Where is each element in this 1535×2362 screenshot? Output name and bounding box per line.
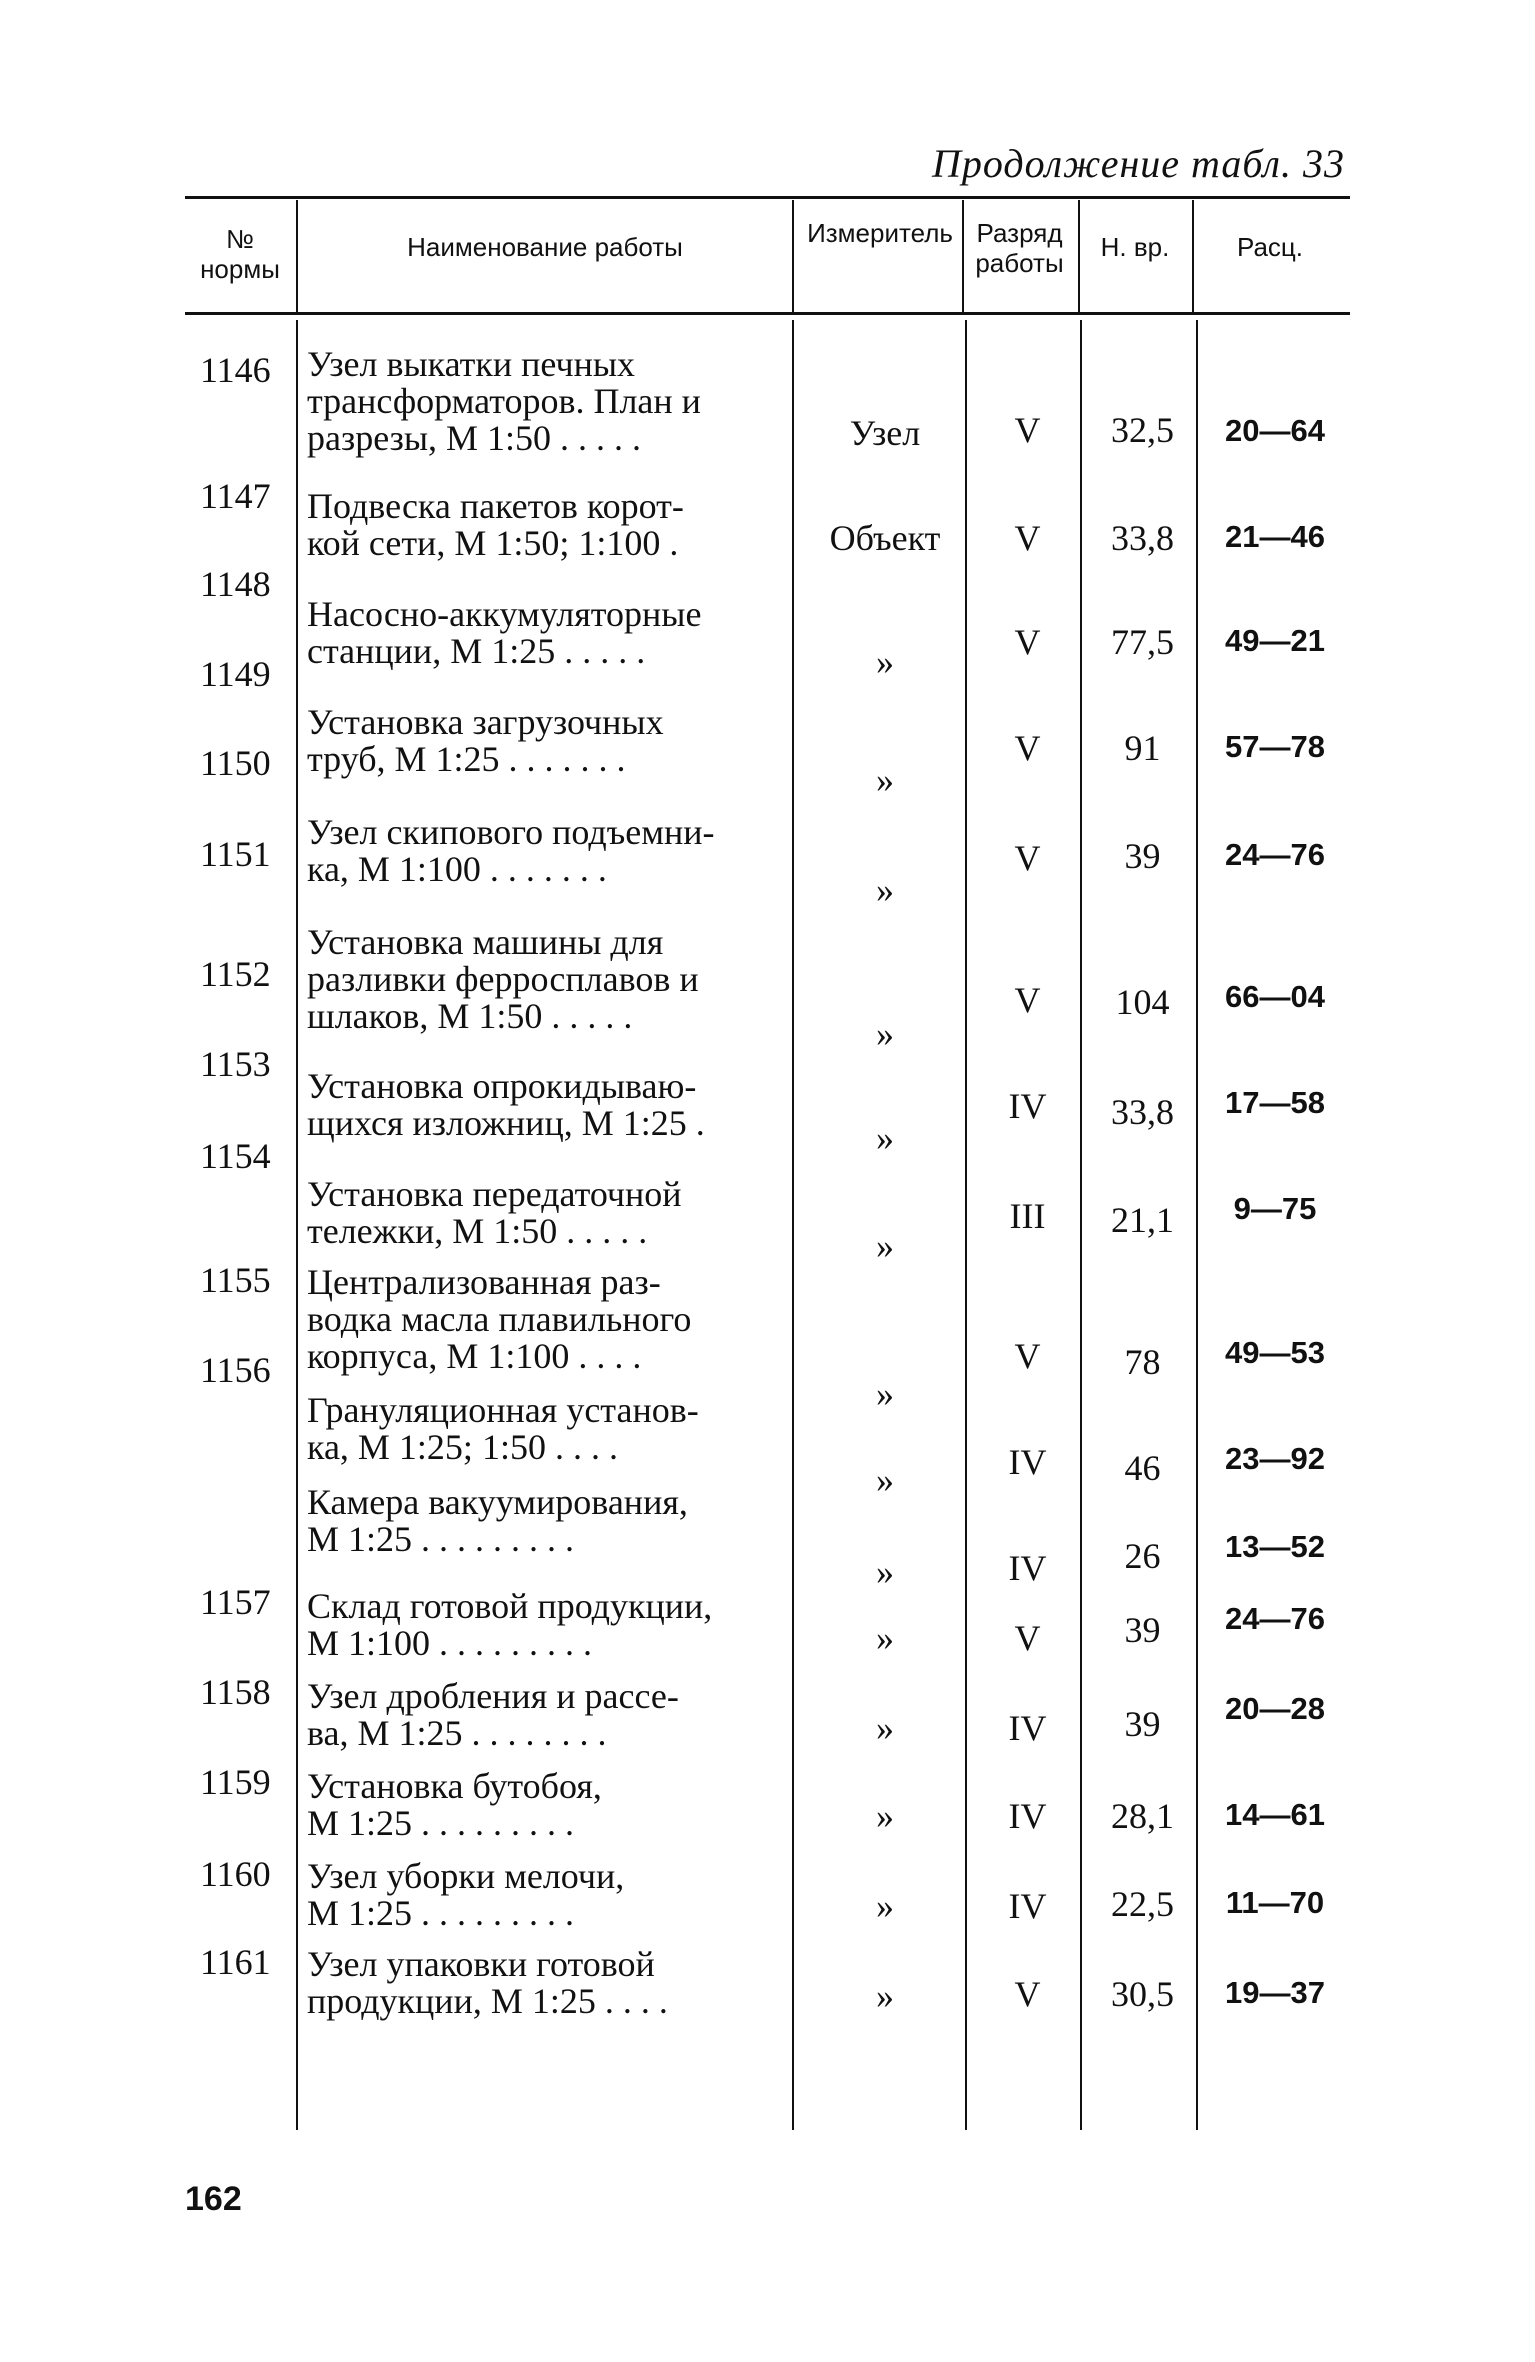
row-unit: »: [876, 760, 894, 800]
header-divider: [296, 200, 298, 312]
row-name: [307, 1946, 777, 2020]
row-hours: 39: [1124, 1610, 1161, 1650]
row-hours: 104: [1115, 982, 1170, 1022]
header-bottom-rule: [185, 312, 1350, 315]
column-divider: [965, 320, 967, 2130]
row-hours: 22,5: [1111, 1884, 1174, 1924]
row-grade: IV: [1008, 1086, 1047, 1126]
row-hours: 39: [1124, 836, 1161, 876]
row-number: 1149: [200, 654, 271, 694]
row-grade: III: [1009, 1196, 1046, 1236]
row-number: 1161: [200, 1942, 271, 1982]
row-name-line: кой сети, М 1:50; 1:100 .: [307, 523, 679, 563]
row-price: 49—53: [1225, 1335, 1325, 1370]
row-grade: V: [1014, 1974, 1041, 2014]
row-name-line: М 1:100 . . . . . . . . .: [307, 1623, 593, 1663]
row-grade: V: [1014, 410, 1041, 450]
row-price: 9—75: [1233, 1191, 1317, 1226]
row-name: [307, 924, 777, 1035]
row-unit: »: [876, 1976, 894, 2016]
row-name-line: трансформаторов. План и: [307, 381, 701, 421]
row-name-line: М 1:25 . . . . . . . . .: [307, 1519, 575, 1559]
row-unit: »: [876, 1118, 894, 1158]
row-name-line: ка, М 1:100 . . . . . . .: [307, 849, 607, 889]
row-name-line: ва, М 1:25 . . . . . . . .: [307, 1713, 607, 1753]
row-name: [307, 1068, 777, 1142]
row-price: 24—76: [1225, 1601, 1325, 1636]
row-hours: 32,5: [1111, 410, 1174, 450]
row-name-line: Склад готовой продукции,: [307, 1586, 713, 1626]
row-number: 1157: [200, 1582, 271, 1622]
header-hours: Н. вр.: [1100, 232, 1170, 262]
row-name-line: труб, М 1:25 . . . . . . .: [307, 739, 626, 779]
header-divider: [962, 200, 964, 312]
row-name-line: Подвеска пакетов корот-: [307, 486, 684, 526]
row-name-line: Установка опрокидываю-: [307, 1066, 697, 1106]
header-divider: [1078, 200, 1080, 312]
row-hours: 33,8: [1111, 1092, 1174, 1132]
row-name-line: Грануляционная установ-: [307, 1390, 699, 1430]
row-name-line: Насосно-аккумуляторные: [307, 594, 702, 634]
row-grade: IV: [1008, 1708, 1047, 1748]
row-name-line: разрезы, М 1:50 . . . . .: [307, 418, 642, 458]
row-name-line: Узел дробления и рассе-: [307, 1676, 679, 1716]
row-number: 1156: [200, 1350, 271, 1390]
header-number: № нормы: [200, 224, 280, 284]
row-name: [307, 1588, 777, 1662]
row-price: 57—78: [1225, 729, 1325, 764]
row-price: 24—76: [1225, 837, 1325, 872]
row-grade: IV: [1008, 1796, 1047, 1836]
row-name: [307, 1484, 777, 1558]
header-top-rule: [185, 196, 1350, 199]
row-name: [307, 346, 777, 457]
row-number: 1148: [200, 564, 271, 604]
row-name: [307, 1264, 777, 1375]
row-price: 13—52: [1225, 1529, 1325, 1564]
header-name: Наименование работы: [407, 232, 683, 262]
row-name-line: корпуса, М 1:100 . . . .: [307, 1336, 642, 1376]
row-name: [307, 704, 777, 778]
row-unit: »: [876, 642, 894, 682]
row-price: 11—70: [1225, 1885, 1325, 1920]
row-name-line: Камера вакуумирования,: [307, 1482, 688, 1522]
row-number: 1153: [200, 1044, 271, 1084]
row-name: [307, 1858, 777, 1932]
header-divider: [792, 200, 794, 312]
row-name-line: шлаков, М 1:50 . . . . .: [307, 996, 633, 1036]
row-number: 1152: [200, 954, 271, 994]
row-name-line: продукции, М 1:25 . . . .: [307, 1981, 668, 2021]
row-name: [307, 1768, 777, 1842]
row-hours: 30,5: [1111, 1974, 1174, 2014]
row-price: 23—92: [1225, 1441, 1325, 1476]
row-name-line: Централизованная раз-: [307, 1262, 661, 1302]
row-price: 49—21: [1225, 623, 1325, 658]
header-unit: Измеритель: [807, 218, 953, 248]
row-unit: »: [876, 1796, 894, 1836]
row-unit: »: [876, 1886, 894, 1926]
row-name: [307, 1176, 777, 1250]
row-grade: V: [1014, 518, 1041, 558]
row-name-line: Узел скипового подъемни-: [307, 812, 715, 852]
row-name: [307, 814, 777, 888]
row-name-line: М 1:25 . . . . . . . . .: [307, 1893, 575, 1933]
row-unit: Узел: [849, 413, 921, 453]
row-unit: »: [876, 1460, 894, 1500]
header-price: Расц.: [1236, 232, 1304, 262]
row-number: 1159: [200, 1762, 271, 1802]
row-grade: V: [1014, 1336, 1041, 1376]
row-hours: 28,1: [1111, 1796, 1174, 1836]
row-hours: 39: [1124, 1704, 1161, 1744]
row-hours: 78: [1124, 1342, 1161, 1382]
row-number: 1158: [200, 1672, 271, 1712]
row-name-line: станции, М 1:25 . . . . .: [307, 631, 646, 671]
row-name: [307, 1392, 777, 1466]
row-name-line: Установка бутобоя,: [307, 1766, 602, 1806]
row-number: 1160: [200, 1854, 271, 1894]
row-name-line: Установка машины для: [307, 922, 664, 962]
row-unit: »: [876, 1374, 894, 1414]
row-grade: V: [1014, 838, 1041, 878]
row-grade: V: [1014, 980, 1041, 1020]
row-hours: 21,1: [1111, 1200, 1174, 1240]
row-unit: »: [876, 1226, 894, 1266]
row-name-line: Установка передаточной: [307, 1174, 682, 1214]
row-name-line: Узел уборки мелочи,: [307, 1856, 625, 1896]
row-grade: IV: [1008, 1886, 1047, 1926]
row-grade: IV: [1008, 1442, 1047, 1482]
header-grade: Разряд работы: [975, 218, 1064, 278]
row-number: 1150: [200, 743, 271, 783]
row-price: 20—28: [1225, 1691, 1325, 1726]
row-hours: 46: [1124, 1448, 1161, 1488]
row-price: 17—58: [1225, 1085, 1325, 1120]
page-number: 162: [185, 2180, 242, 2218]
row-name-line: Узел упаковки готовой: [307, 1944, 655, 1984]
row-grade: V: [1014, 622, 1041, 662]
row-price: 14—61: [1225, 1797, 1325, 1832]
column-divider: [296, 320, 298, 2130]
row-name-line: водка масла плавильного: [307, 1299, 692, 1339]
row-name-line: щихся изложниц, М 1:25 .: [307, 1103, 705, 1143]
row-name-line: Установка загрузочных: [307, 702, 664, 742]
header-divider: [1192, 200, 1194, 312]
row-hours: 77,5: [1111, 622, 1174, 662]
column-divider: [792, 320, 794, 2130]
row-unit: »: [876, 870, 894, 910]
row-grade: V: [1014, 728, 1041, 768]
row-unit: »: [876, 1552, 894, 1592]
row-name: [307, 1678, 777, 1752]
row-hours: 91: [1124, 728, 1161, 768]
row-hours: 33,8: [1111, 518, 1174, 558]
row-name-line: М 1:25 . . . . . . . . .: [307, 1803, 575, 1843]
row-name-line: ка, М 1:25; 1:50 . . . .: [307, 1427, 618, 1467]
row-grade: V: [1014, 1618, 1041, 1658]
row-number: 1147: [200, 476, 271, 516]
row-price: 66—04: [1225, 979, 1325, 1014]
row-number: 1155: [200, 1260, 271, 1300]
row-number: 1154: [200, 1136, 271, 1176]
row-unit: »: [876, 1014, 894, 1054]
table-caption: Продолжение табл. 33: [931, 141, 1345, 186]
row-price: 19—37: [1225, 1975, 1325, 2010]
row-name-line: разливки ферросплавов и: [307, 959, 699, 999]
row-unit: Объект: [829, 518, 941, 558]
row-unit: »: [876, 1708, 894, 1748]
row-price: 20—64: [1225, 413, 1325, 448]
row-name-line: тележки, М 1:50 . . . . .: [307, 1211, 648, 1251]
row-number: 1146: [200, 350, 271, 390]
row-name: [307, 596, 777, 670]
row-name: [307, 488, 777, 562]
row-number: 1151: [200, 834, 271, 874]
row-hours: 26: [1124, 1536, 1161, 1576]
row-grade: IV: [1008, 1548, 1047, 1588]
row-unit: »: [876, 1618, 894, 1658]
row-name-line: Узел выкатки печных: [307, 344, 636, 384]
row-price: 21—46: [1225, 519, 1325, 554]
